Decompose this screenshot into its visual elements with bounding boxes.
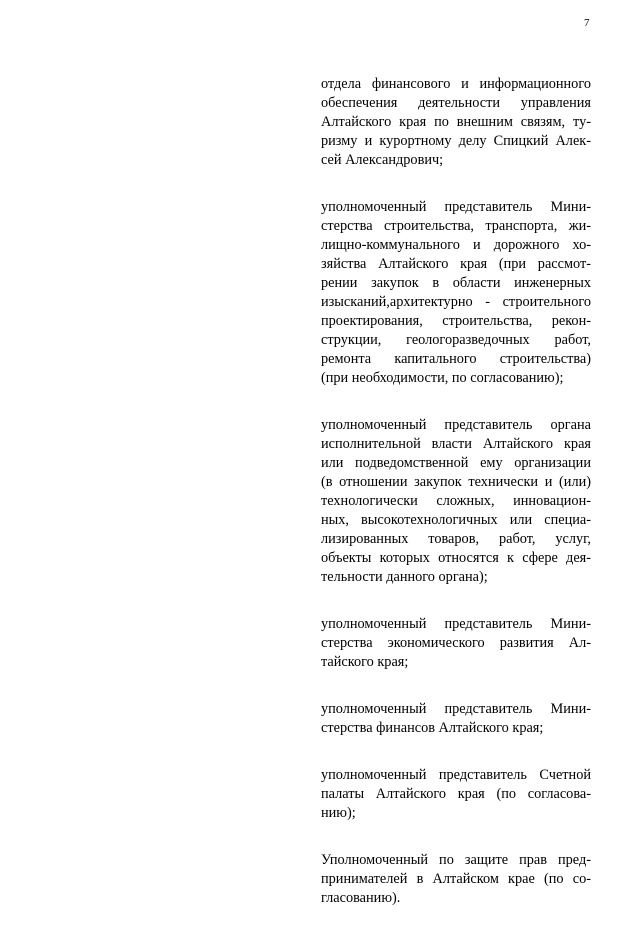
- text-line: лизированных товаров, работ, услуг,: [321, 531, 591, 547]
- text-line: зяйства Алтайского края (при рассмот-: [321, 256, 591, 272]
- text-line: уполномоченный представитель Мини-: [321, 616, 591, 632]
- text-line: уполномоченный представитель Счетной: [321, 767, 591, 783]
- text-line: объекты которых относятся к сфере дея-: [321, 550, 591, 566]
- list-item-member-1: [321, 75, 591, 170]
- text-line: (при необходимости, по согласованию);: [321, 370, 564, 386]
- text-line: обеспечения деятельности управления: [321, 95, 591, 111]
- text-line: технологически сложных, инновацион-: [321, 493, 591, 509]
- text-line: исполнительной власти Алтайского края: [321, 436, 591, 452]
- text-line: Уполномоченный по защите прав пред-: [321, 852, 591, 868]
- text-line: нию);: [321, 805, 356, 821]
- text-line: тельности данного органа);: [321, 569, 488, 585]
- text-line: ных, высокотехнологичных или специа-: [321, 512, 591, 528]
- text-line: тайского края;: [321, 654, 409, 670]
- text-line: отдела финансового и информационного: [321, 76, 591, 92]
- text-line: гласованию).: [321, 890, 401, 906]
- list-item-member-3: [321, 416, 591, 587]
- text-line: уполномоченный представитель органа: [321, 417, 591, 433]
- text-line: лищно-коммунального и дорожного хо-: [321, 237, 591, 253]
- text-line: или подведомственной ему организации: [321, 455, 591, 471]
- committee-members-list: [321, 75, 591, 936]
- page-number: 7: [584, 17, 590, 29]
- text-line: проектирования, строительства, рекон-: [321, 313, 591, 329]
- text-line: стерства экономического развития Ал-: [321, 635, 591, 651]
- list-item-member-2: [321, 198, 591, 388]
- list-item-member-4: [321, 615, 591, 672]
- text-line: рении закупок в области инженерных: [321, 275, 591, 291]
- text-line: принимателей в Алтайском крае (по со-: [321, 871, 591, 887]
- text-line: струкции, геологоразведочных работ,: [321, 332, 591, 348]
- text-line: ризму и курортному делу Спицкий Алек-: [321, 133, 591, 149]
- text-line: ремонта капитального строительства): [321, 351, 591, 367]
- list-item-member-6: [321, 766, 591, 823]
- list-item-member-7: [321, 851, 591, 908]
- text-line: изысканий,архитектурно - строительного: [321, 294, 591, 310]
- text-line: стерства строительства, транспорта, жи-: [321, 218, 591, 234]
- text-line: уполномоченный представитель Мини-: [321, 701, 591, 717]
- text-line: сей Александрович;: [321, 152, 444, 168]
- list-item-member-5: [321, 700, 591, 738]
- text-line: (в отношении закупок технически и (или): [321, 474, 591, 490]
- text-line: стерства финансов Алтайского края;: [321, 720, 544, 736]
- text-line: уполномоченный представитель Мини-: [321, 199, 591, 215]
- text-line: Алтайского края по внешним связям, ту-: [321, 114, 591, 130]
- text-line: палаты Алтайского края (по согласова-: [321, 786, 591, 802]
